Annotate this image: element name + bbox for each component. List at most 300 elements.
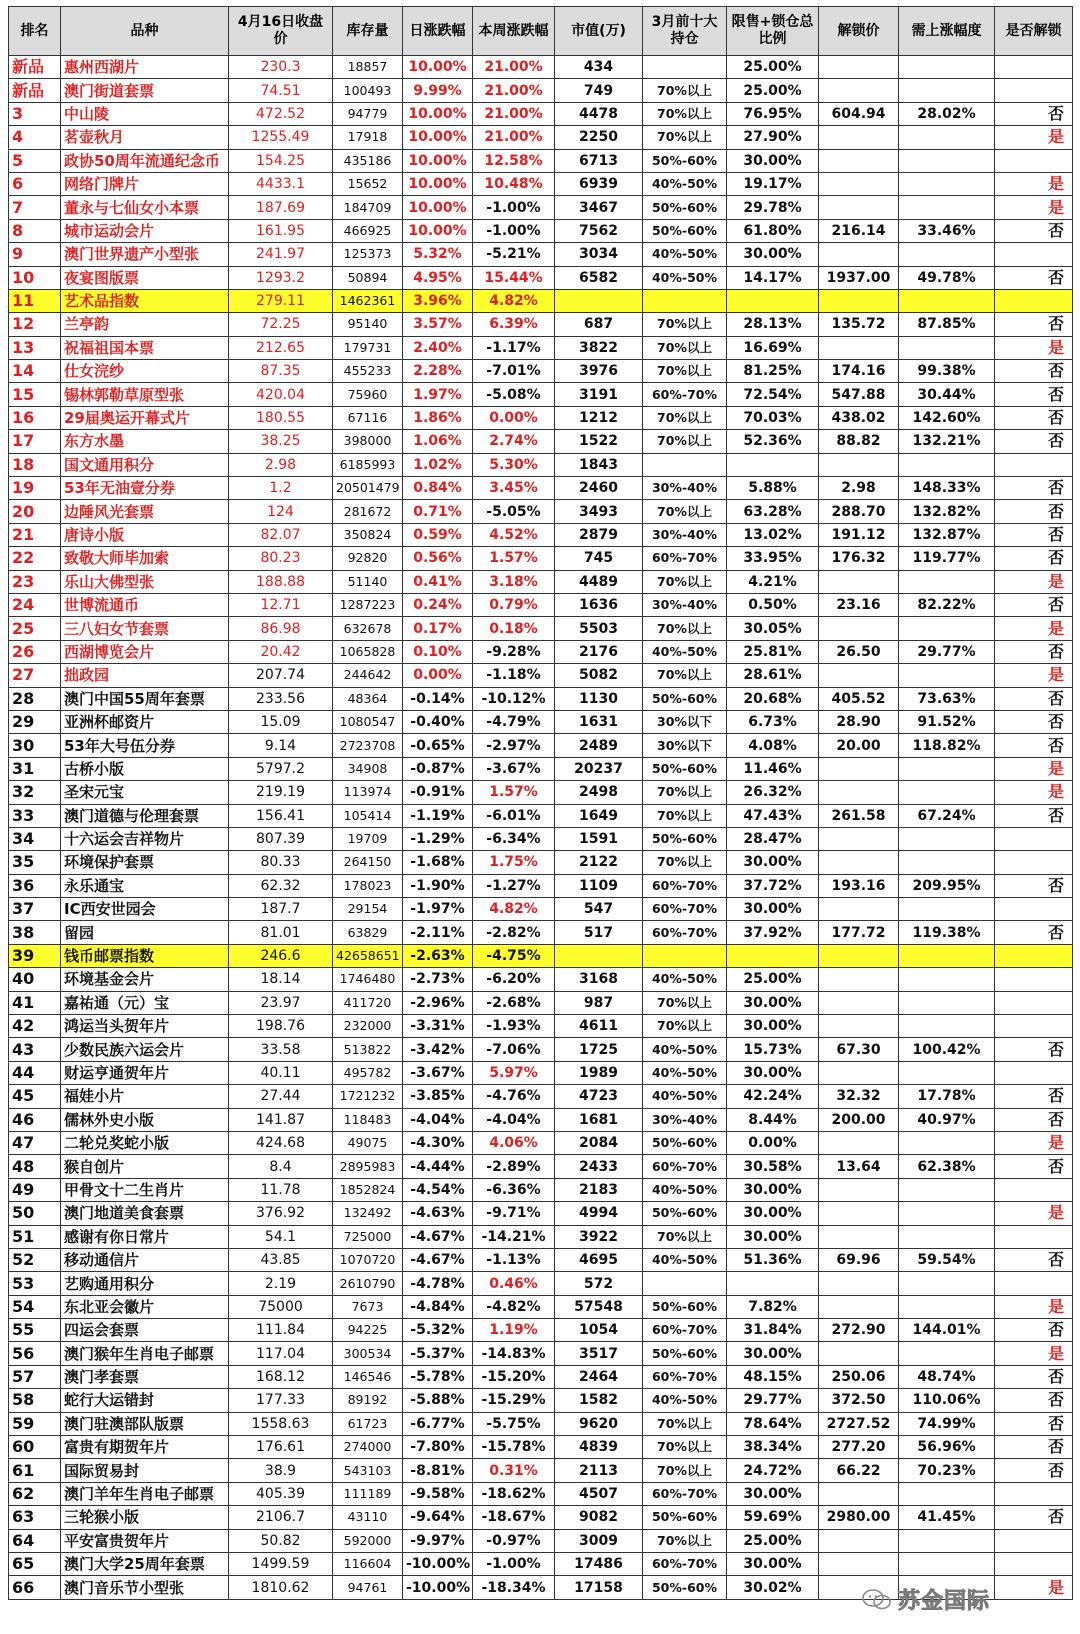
cell-need-rise: 59.54% <box>899 1248 995 1271</box>
cell-day-change: -8.81% <box>403 1459 473 1482</box>
cell-day-change: 10.00% <box>403 172 473 195</box>
cell-close: 230.3 <box>229 56 333 79</box>
cell-unlocked <box>995 944 1073 967</box>
header-row <box>9 7 1073 56</box>
cell-lock-ratio: 30.00% <box>727 1202 819 1225</box>
cell-unlock-price <box>819 898 899 921</box>
cell-day-change: -0.87% <box>403 757 473 780</box>
cell-top10-holding: 40%-50% <box>643 1085 727 1108</box>
cell-top10-holding: 50%-60% <box>643 1202 727 1225</box>
cell-unlocked <box>995 79 1073 102</box>
col-header-day-change: 日涨跌幅 <box>403 7 473 56</box>
cell-day-change: 0.10% <box>403 640 473 663</box>
cell-need-rise: 99.38% <box>899 360 995 383</box>
cell-unlocked <box>995 1272 1073 1295</box>
cell-stock: 495782 <box>333 1061 403 1084</box>
table-row <box>9 102 1073 125</box>
cell-top10-holding: 50%-60% <box>643 1131 727 1154</box>
cell-need-rise <box>899 172 995 195</box>
cell-close: 187.7 <box>229 898 333 921</box>
cell-rank: 31 <box>9 757 61 780</box>
cell-lock-ratio: 27.90% <box>727 126 819 149</box>
cell-unlocked: 否 <box>995 523 1073 546</box>
cell-top10-holding: 60%-70% <box>643 1553 727 1576</box>
cell-week-change: -6.36% <box>473 1178 555 1201</box>
cell-need-rise: 62.38% <box>899 1155 995 1178</box>
cell-top10-holding: 40%-50% <box>643 172 727 195</box>
cell-close: 807.39 <box>229 827 333 850</box>
cell-name: 艺术品指数 <box>61 289 229 312</box>
watermark-text: 苏金国际 <box>898 1589 991 1614</box>
cell-top10-holding: 50%-60% <box>643 149 727 172</box>
cell-rank: 52 <box>9 1248 61 1271</box>
cell-rank: 45 <box>9 1085 61 1108</box>
cell-stock: 1746480 <box>333 968 403 991</box>
cell-market-cap: 1989 <box>555 1061 643 1084</box>
cell-week-change: 4.82% <box>473 898 555 921</box>
cell-unlock-price <box>819 1482 899 1505</box>
cell-name: 儒林外史小版 <box>61 1108 229 1131</box>
cell-week-change: -5.08% <box>473 383 555 406</box>
cell-unlock-price: 250.06 <box>819 1365 899 1388</box>
cell-lock-ratio: 30.00% <box>727 1015 819 1038</box>
cell-top10-holding: 50%-60% <box>643 757 727 780</box>
cell-market-cap: 3517 <box>555 1342 643 1365</box>
cell-top10-holding: 40%-50% <box>643 640 727 663</box>
cell-market-cap: 687 <box>555 313 643 336</box>
cell-need-rise: 67.24% <box>899 804 995 827</box>
cell-close: 38.25 <box>229 430 333 453</box>
cell-rank: 61 <box>9 1459 61 1482</box>
cell-top10-holding: 70%以上 <box>643 126 727 149</box>
table-row <box>9 56 1073 79</box>
cell-need-rise: 28.02% <box>899 102 995 125</box>
cell-rank: 46 <box>9 1108 61 1131</box>
cell-close: 40.11 <box>229 1061 333 1084</box>
cell-stock: 146546 <box>333 1365 403 1388</box>
cell-week-change: -1.27% <box>473 874 555 897</box>
table-row <box>9 991 1073 1014</box>
cell-rank: 17 <box>9 430 61 453</box>
table-row <box>9 898 1073 921</box>
cell-unlock-price <box>819 1178 899 1201</box>
cell-unlock-price: 69.96 <box>819 1248 899 1271</box>
cell-rank: 30 <box>9 734 61 757</box>
cell-day-change: 5.32% <box>403 243 473 266</box>
table-row <box>9 617 1073 640</box>
cell-week-change: -7.06% <box>473 1038 555 1061</box>
cell-top10-holding: 70%以上 <box>643 500 727 523</box>
cell-day-change: -4.44% <box>403 1155 473 1178</box>
cell-need-rise: 132.87% <box>899 523 995 546</box>
cell-close: 161.95 <box>229 219 333 242</box>
cell-close: 54.1 <box>229 1225 333 1248</box>
cell-week-change: 0.79% <box>473 593 555 616</box>
cell-day-change: -5.37% <box>403 1342 473 1365</box>
cell-week-change: 10.48% <box>473 172 555 195</box>
cell-rank: 47 <box>9 1131 61 1154</box>
cell-close: 424.68 <box>229 1131 333 1154</box>
cell-close: 154.25 <box>229 149 333 172</box>
cell-unlocked <box>995 991 1073 1014</box>
cell-need-rise <box>899 1225 995 1248</box>
col-header-lock-ratio: 限售+锁仓总比例 <box>727 7 819 56</box>
cell-week-change: 4.52% <box>473 523 555 546</box>
cell-need-rise: 73.63% <box>899 687 995 710</box>
cell-name: 边陲风光套票 <box>61 500 229 523</box>
cell-rank: 25 <box>9 617 61 640</box>
cell-day-change: -3.42% <box>403 1038 473 1061</box>
cell-week-change: -6.20% <box>473 968 555 991</box>
cell-name: 亚洲杯邮资片 <box>61 710 229 733</box>
cell-name: 鸿运当头贺年片 <box>61 1015 229 1038</box>
cell-rank: 29 <box>9 710 61 733</box>
cell-market-cap <box>555 289 643 312</box>
cell-unlocked <box>995 1529 1073 1552</box>
cell-unlock-price <box>819 757 899 780</box>
cell-week-change: 12.58% <box>473 149 555 172</box>
cell-week-change: -1.00% <box>473 219 555 242</box>
cell-lock-ratio: 76.95% <box>727 102 819 125</box>
cell-need-rise: 118.82% <box>899 734 995 757</box>
cell-rank: 49 <box>9 1178 61 1201</box>
cell-unlock-price <box>819 827 899 850</box>
table-row <box>9 360 1073 383</box>
cell-need-rise <box>899 1482 995 1505</box>
cell-unlocked: 否 <box>995 593 1073 616</box>
cell-stock: 105414 <box>333 804 403 827</box>
cell-close: 50.82 <box>229 1529 333 1552</box>
cell-name: 兰亭韵 <box>61 313 229 336</box>
table-row <box>9 804 1073 827</box>
cell-top10-holding: 40%-50% <box>643 1178 727 1201</box>
cell-rank: 50 <box>9 1202 61 1225</box>
cell-need-rise <box>899 79 995 102</box>
cell-close: 87.35 <box>229 360 333 383</box>
cell-lock-ratio: 25.00% <box>727 79 819 102</box>
cell-unlocked: 否 <box>995 383 1073 406</box>
cell-unlock-price: 23.16 <box>819 593 899 616</box>
table-row <box>9 406 1073 429</box>
cell-day-change: 0.59% <box>403 523 473 546</box>
cell-unlocked: 否 <box>995 477 1073 500</box>
cell-unlock-price: 2.98 <box>819 477 899 500</box>
cell-top10-holding: 70%以上 <box>643 1459 727 1482</box>
cell-unlock-price <box>819 781 899 804</box>
table-row <box>9 1459 1073 1482</box>
cell-close: 111.84 <box>229 1319 333 1342</box>
cell-week-change: 1.57% <box>473 547 555 570</box>
cell-unlock-price <box>819 1529 899 1552</box>
cell-name: 钱币邮票指数 <box>61 944 229 967</box>
cell-need-rise <box>899 757 995 780</box>
cell-week-change: 3.45% <box>473 477 555 500</box>
cell-rank: 59 <box>9 1412 61 1435</box>
cell-market-cap: 6939 <box>555 172 643 195</box>
cell-close: 8.4 <box>229 1155 333 1178</box>
cell-lock-ratio: 30.00% <box>727 851 819 874</box>
cell-day-change: -0.40% <box>403 710 473 733</box>
cell-rank: 38 <box>9 921 61 944</box>
cell-unlock-price: 26.50 <box>819 640 899 663</box>
cell-unlock-price <box>819 991 899 1014</box>
cell-name: 环境保护套票 <box>61 851 229 874</box>
cell-market-cap <box>555 944 643 967</box>
cell-close: 81.01 <box>229 921 333 944</box>
table-row <box>9 1436 1073 1459</box>
cell-top10-holding <box>643 944 727 967</box>
cell-market-cap: 2176 <box>555 640 643 663</box>
cell-rank: 56 <box>9 1342 61 1365</box>
cell-name: 四运会套票 <box>61 1319 229 1342</box>
cell-unlocked <box>995 1553 1073 1576</box>
cell-rank: 15 <box>9 383 61 406</box>
cell-week-change: 1.75% <box>473 851 555 874</box>
cell-rank: 51 <box>9 1225 61 1248</box>
cell-close: 82.07 <box>229 523 333 546</box>
cell-week-change: -1.00% <box>473 1553 555 1576</box>
cell-lock-ratio: 0.50% <box>727 593 819 616</box>
cell-stock: 118483 <box>333 1108 403 1131</box>
cell-market-cap: 2464 <box>555 1365 643 1388</box>
table-row <box>9 149 1073 172</box>
cell-market-cap: 17486 <box>555 1553 643 1576</box>
cell-week-change: -4.04% <box>473 1108 555 1131</box>
cell-stock: 67116 <box>333 406 403 429</box>
cell-name: 澳门地道美食套票 <box>61 1202 229 1225</box>
cell-market-cap: 1054 <box>555 1319 643 1342</box>
cell-need-rise: 30.44% <box>899 383 995 406</box>
cell-week-change: 1.57% <box>473 781 555 804</box>
cell-need-rise <box>899 336 995 359</box>
cell-rank: 23 <box>9 570 61 593</box>
cell-unlock-price: 216.14 <box>819 219 899 242</box>
cell-stock: 184709 <box>333 196 403 219</box>
cell-need-rise: 74.99% <box>899 1412 995 1435</box>
cell-need-rise <box>899 126 995 149</box>
cell-stock: 113974 <box>333 781 403 804</box>
cell-need-rise: 87.85% <box>899 313 995 336</box>
cell-unlocked: 是 <box>995 1342 1073 1365</box>
cell-name: 永乐通宝 <box>61 874 229 897</box>
cell-top10-holding <box>643 289 727 312</box>
cell-day-change: 9.99% <box>403 79 473 102</box>
cell-rank: 13 <box>9 336 61 359</box>
cell-stock: 2895983 <box>333 1155 403 1178</box>
cell-rank: 42 <box>9 1015 61 1038</box>
cell-lock-ratio: 47.43% <box>727 804 819 827</box>
cell-rank: 41 <box>9 991 61 1014</box>
cell-name: 十六运会吉祥物片 <box>61 827 229 850</box>
cell-stock: 1462361 <box>333 289 403 312</box>
cell-stock: 20501479 <box>333 477 403 500</box>
cell-market-cap: 4507 <box>555 1482 643 1505</box>
cell-need-rise: 144.01% <box>899 1319 995 1342</box>
cell-lock-ratio: 4.08% <box>727 734 819 757</box>
cell-market-cap: 517 <box>555 921 643 944</box>
cell-name: 二轮兑奖蛇小版 <box>61 1131 229 1154</box>
cell-day-change: -7.80% <box>403 1436 473 1459</box>
cell-unlocked: 否 <box>995 874 1073 897</box>
cell-unlocked: 否 <box>995 1319 1073 1342</box>
cell-close: 1255.49 <box>229 126 333 149</box>
cell-need-rise <box>899 1131 995 1154</box>
cell-unlocked <box>995 968 1073 991</box>
cell-top10-holding: 70%以上 <box>643 570 727 593</box>
cell-top10-holding: 60%-70% <box>643 874 727 897</box>
table-row <box>9 687 1073 710</box>
cell-unlock-price <box>819 149 899 172</box>
cell-top10-holding: 70%以上 <box>643 1529 727 1552</box>
cell-name: 嘉祐通（元）宝 <box>61 991 229 1014</box>
cell-close: 198.76 <box>229 1015 333 1038</box>
cell-day-change: 0.56% <box>403 547 473 570</box>
cell-market-cap: 1681 <box>555 1108 643 1131</box>
cell-market-cap: 1649 <box>555 804 643 827</box>
cell-close: 9.14 <box>229 734 333 757</box>
cell-unlocked: 否 <box>995 1436 1073 1459</box>
cell-name: 三八妇女节套票 <box>61 617 229 640</box>
cell-unlock-price <box>819 56 899 79</box>
cell-rank: 57 <box>9 1365 61 1388</box>
cell-name: 西湖博览会片 <box>61 640 229 663</box>
cell-lock-ratio: 25.00% <box>727 1529 819 1552</box>
cell-unlocked <box>995 453 1073 476</box>
cell-market-cap: 2460 <box>555 477 643 500</box>
cell-day-change: -2.11% <box>403 921 473 944</box>
cell-need-rise <box>899 991 995 1014</box>
cell-day-change: 2.28% <box>403 360 473 383</box>
cell-top10-holding: 60%-70% <box>643 921 727 944</box>
cell-lock-ratio: 7.82% <box>727 1295 819 1318</box>
cell-rank: 60 <box>9 1436 61 1459</box>
cell-rank: 新品 <box>9 56 61 79</box>
cell-day-change: -1.97% <box>403 898 473 921</box>
col-header-top10-holding: 3月前十大持仓 <box>643 7 727 56</box>
cell-stock: 17918 <box>333 126 403 149</box>
cell-market-cap: 2183 <box>555 1178 643 1201</box>
cell-close: 156.41 <box>229 804 333 827</box>
cell-top10-holding: 40%-50% <box>643 968 727 991</box>
cell-close: 117.04 <box>229 1342 333 1365</box>
cell-week-change: -1.93% <box>473 1015 555 1038</box>
cell-need-rise <box>899 1015 995 1038</box>
cell-unlocked: 否 <box>995 921 1073 944</box>
cell-week-change: 6.39% <box>473 313 555 336</box>
cell-stock: 466925 <box>333 219 403 242</box>
cell-rank: 21 <box>9 523 61 546</box>
cell-rank: 32 <box>9 781 61 804</box>
cell-week-change: 2.74% <box>473 430 555 453</box>
cell-lock-ratio: 78.64% <box>727 1412 819 1435</box>
cell-day-change: 1.86% <box>403 406 473 429</box>
cell-stock: 94761 <box>333 1576 403 1599</box>
cell-unlocked <box>995 1225 1073 1248</box>
cell-week-change: -14.21% <box>473 1225 555 1248</box>
cell-week-change: -2.89% <box>473 1155 555 1178</box>
cell-stock: 264150 <box>333 851 403 874</box>
cell-week-change: 3.18% <box>473 570 555 593</box>
cell-market-cap: 745 <box>555 547 643 570</box>
cell-unlocked <box>995 149 1073 172</box>
cell-lock-ratio: 59.69% <box>727 1506 819 1529</box>
cell-unlocked: 否 <box>995 1459 1073 1482</box>
cell-unlocked: 否 <box>995 1248 1073 1271</box>
cell-day-change: 10.00% <box>403 196 473 219</box>
cell-name: 城市运动会片 <box>61 219 229 242</box>
cell-lock-ratio: 63.28% <box>727 500 819 523</box>
cell-day-change: -4.78% <box>403 1272 473 1295</box>
cell-market-cap: 2433 <box>555 1155 643 1178</box>
cell-rank: 54 <box>9 1295 61 1318</box>
cell-top10-holding: 30%-40% <box>643 477 727 500</box>
cell-rank: 11 <box>9 289 61 312</box>
table-row <box>9 827 1073 850</box>
table-row <box>9 1085 1073 1108</box>
cell-close: 180.55 <box>229 406 333 429</box>
cell-unlocked: 否 <box>995 1155 1073 1178</box>
cell-unlock-price <box>819 1061 899 1084</box>
table-row <box>9 243 1073 266</box>
cell-need-rise <box>899 617 995 640</box>
cell-close: 376.92 <box>229 1202 333 1225</box>
table-row <box>9 734 1073 757</box>
cell-lock-ratio: 14.17% <box>727 266 819 289</box>
cell-name: IC西安世园会 <box>61 898 229 921</box>
table-row <box>9 547 1073 570</box>
cell-stock: 1080547 <box>333 710 403 733</box>
cell-lock-ratio: 24.72% <box>727 1459 819 1482</box>
cell-unlock-price <box>819 1342 899 1365</box>
cell-unlocked: 否 <box>995 406 1073 429</box>
cell-need-rise: 132.21% <box>899 430 995 453</box>
cell-lock-ratio: 30.00% <box>727 1553 819 1576</box>
cell-top10-holding: 40%-50% <box>643 1038 727 1061</box>
table-row <box>9 1319 1073 1342</box>
cell-market-cap: 572 <box>555 1272 643 1295</box>
cell-unlock-price <box>819 1576 899 1599</box>
cell-market-cap: 1130 <box>555 687 643 710</box>
cell-stock: 63829 <box>333 921 403 944</box>
table-row <box>9 757 1073 780</box>
table-row <box>9 1178 1073 1201</box>
cell-top10-holding: 40%-50% <box>643 243 727 266</box>
cell-week-change: -4.76% <box>473 1085 555 1108</box>
cell-unlocked: 否 <box>995 1506 1073 1529</box>
cell-name: 财运亨通贺年片 <box>61 1061 229 1084</box>
table-row <box>9 1155 1073 1178</box>
cell-rank: 66 <box>9 1576 61 1599</box>
cell-unlock-price <box>819 1225 899 1248</box>
cell-need-rise: 132.82% <box>899 500 995 523</box>
cell-market-cap: 4723 <box>555 1085 643 1108</box>
cell-rank: 新品 <box>9 79 61 102</box>
cell-top10-holding: 70%以上 <box>643 1436 727 1459</box>
cell-close: 212.65 <box>229 336 333 359</box>
cell-top10-holding: 70%以上 <box>643 851 727 874</box>
cell-name: 网络门牌片 <box>61 172 229 195</box>
cell-lock-ratio: 30.00% <box>727 1482 819 1505</box>
cell-market-cap: 2250 <box>555 126 643 149</box>
cell-day-change: -2.96% <box>403 991 473 1014</box>
cell-market-cap: 4478 <box>555 102 643 125</box>
cell-stock: 18857 <box>333 56 403 79</box>
cell-stock: 1721232 <box>333 1085 403 1108</box>
cell-need-rise: 29.77% <box>899 640 995 663</box>
cell-top10-holding <box>643 1272 727 1295</box>
cell-week-change: -2.97% <box>473 734 555 757</box>
cell-lock-ratio: 48.15% <box>727 1365 819 1388</box>
